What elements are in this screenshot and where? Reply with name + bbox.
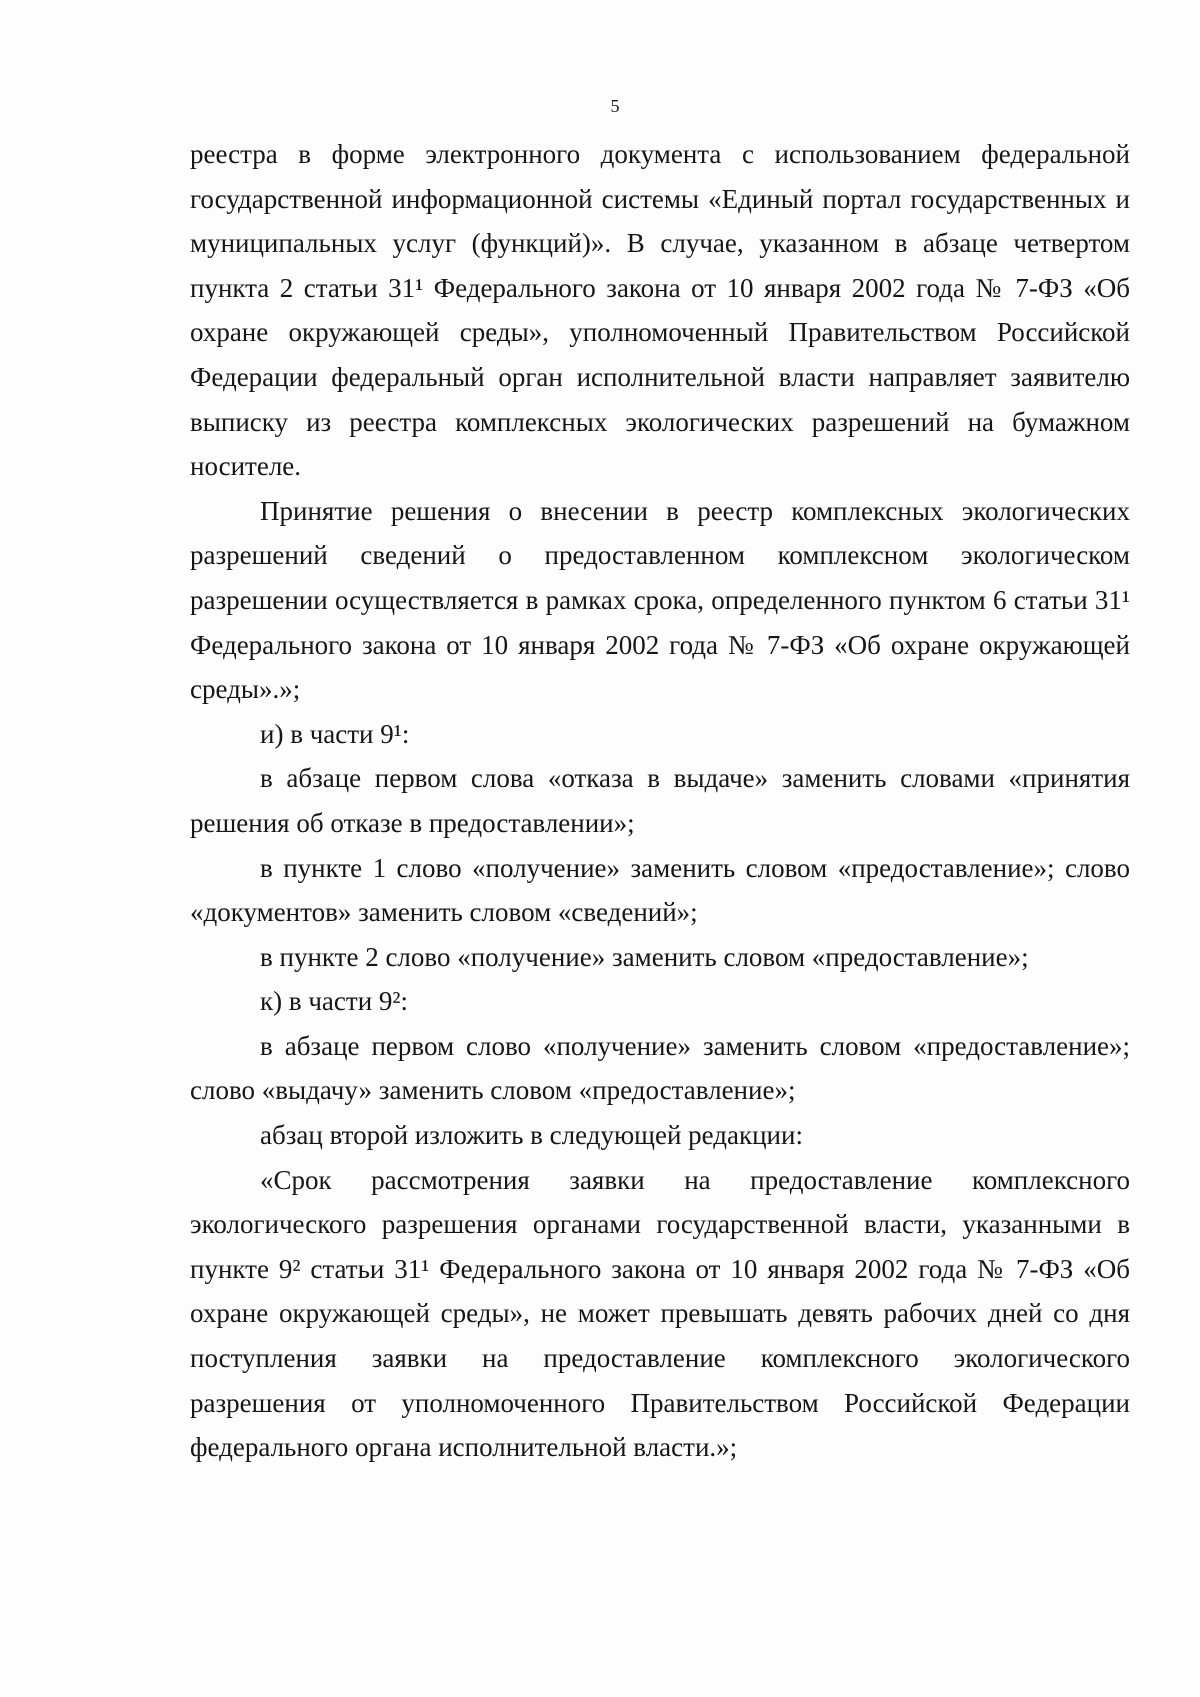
- paragraph-3: и) в части 9¹:: [260, 718, 410, 749]
- paragraph-10: «Срок рассмотрения заявки на предоставление комплексного экологического разрешения органами государственной власти, указанными в пункте 9² статьи 31¹ Федерального закона от 10 января 2002 года № 7-ФЗ «Об охране окружающей среды», не может превышать девять рабочих дней со дня поступления заявки на предоставление комплексного экологического разрешения от уполномоченного Правительством Российской Федерации федерального органа исполнительной власти.»;: [190, 1164, 1130, 1463]
- page-number: 5: [610, 96, 620, 116]
- paragraph-2: Принятие решения о внесении в реестр комплексных экологических разрешений сведений о предоставленном комплексном экологическом разрешении осуществляется в рамках срока, определенного пунктом 6 статьи 31¹ Федерального закона от 10 января 2002 года № 7-ФЗ «Об охране окружающей среды».»;: [190, 495, 1130, 705]
- paragraph-4: в абзаце первом слова «отказа в выдаче» заменить словами «принятия решения об отказе в предоставлении»;: [190, 763, 1130, 838]
- paragraph-7: к) в части 9²:: [260, 986, 408, 1017]
- document-body: [190, 132, 1130, 1470]
- paragraph-6: в пункте 2 слово «получение» заменить словом «предоставление»;: [260, 941, 1029, 972]
- paragraph-9: абзац второй изложить в следующей редакции:: [260, 1120, 803, 1151]
- paragraph-1: реестра в форме электронного документа с использованием федеральной государственной информационной системы «Единый портал государственных и муниципальных услуг (функций)». В случае, указанном в абзаце четвертом пункта 2 статьи 31¹ Федерального закона от 10 января 2002 года № 7-ФЗ «Об охране окружающей среды», уполномоченный Правительством Российской Федерации федеральный орган исполнительной власти направляет заявителю выписку из реестра комплексных экологических разрешений на бумажном носителе.: [190, 139, 1130, 482]
- paragraph-8: в абзаце первом слово «получение» заменить словом «предоставление»; слово «выдачу» заменить словом «предоставление»;: [190, 1030, 1130, 1106]
- paragraph-5: в пункте 1 слово «получение» заменить словом «предоставление»; слово «документов» заменить словом «сведений»;: [190, 852, 1130, 928]
